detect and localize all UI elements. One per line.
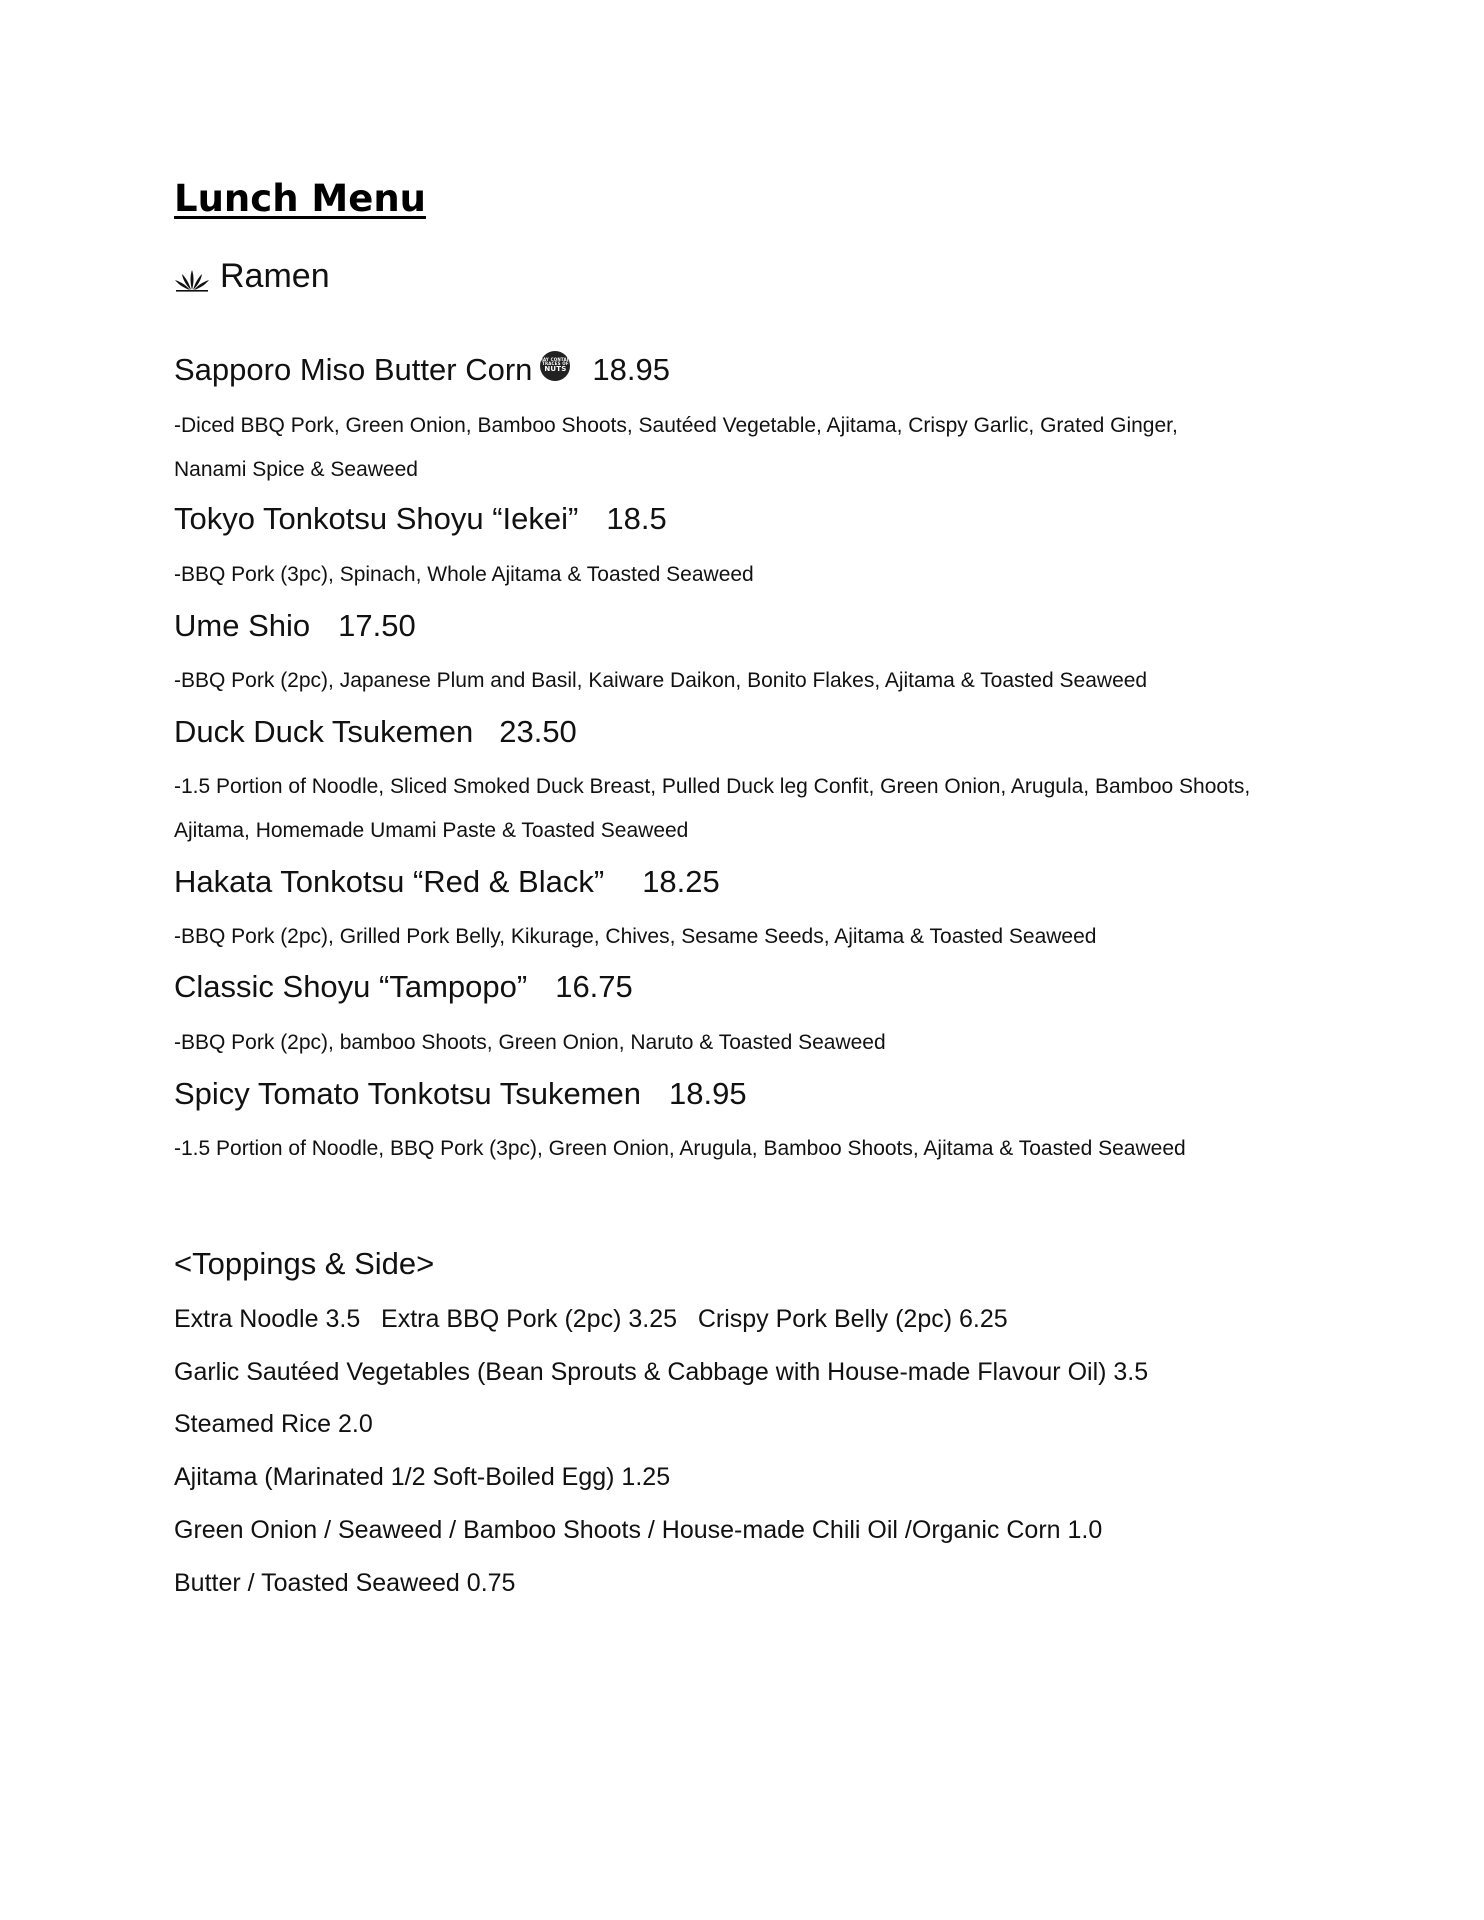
item-price: 18.5 (606, 501, 667, 536)
item-price: 23.50 (499, 714, 577, 749)
item-description: Ajitama, Homemade Umami Paste & Toasted Seaweed (174, 819, 689, 842)
item-description: Nanami Spice & Seaweed (174, 458, 418, 481)
lotus-icon (174, 264, 210, 288)
item-title: Ume Shio (174, 608, 311, 643)
item-description: -BBQ Pork (3pc), Spinach, Whole Ajitama & Toasted Seaweed (174, 563, 754, 586)
item-description: -BBQ Pork (2pc), Japanese Plum and Basil, Kaiware Daikon, Bonito Flakes, Ajitama & Toasted Seaweed (174, 669, 1148, 692)
topping-line: Butter / Toasted Seaweed 0.75 (174, 1569, 516, 1597)
topping-line: Extra Noodle 3.5 Extra BBQ Pork (2pc) 3.25 Crispy Pork Belly (2pc) 6.25 (174, 1305, 1008, 1333)
item-description: -BBQ Pork (2pc), bamboo Shoots, Green Onion, Naruto & Toasted Seaweed (174, 1031, 886, 1054)
item-price: 18.25 (642, 864, 720, 899)
item-title: Duck Duck Tsukemen (174, 714, 474, 749)
item-title: Sapporo Miso Butter Corn (174, 352, 533, 387)
item-title: Spicy Tomato Tonkotsu Tsukemen (174, 1076, 641, 1111)
item-title: Classic Shoyu “Tampopo” (174, 969, 528, 1004)
item-description: -1.5 Portion of Noodle, BBQ Pork (3pc), Green Onion, Arugula, Bamboo Shoots, Ajitama & Toasted Seaweed (174, 1137, 1186, 1160)
item-price: 17.50 (338, 608, 416, 643)
ramen-section-heading (174, 259, 330, 293)
topping-line: Ajitama (Marinated 1/2 Soft-Boiled Egg) 1.25 (174, 1463, 671, 1491)
ramen-heading-label: Ramen (220, 257, 330, 295)
menu-item-name (174, 610, 416, 641)
menu-item-name (174, 866, 720, 897)
item-description: -Diced BBQ Pork, Green Onion, Bamboo Shoots, Sautéed Vegetable, Ajitama, Crispy Garlic, Grated Ginger, (174, 414, 1178, 437)
item-description: -BBQ Pork (2pc), Grilled Pork Belly, Kikurage, Chives, Sesame Seeds, Ajitama & Toasted Seaweed (174, 925, 1097, 948)
item-price: 18.95 (668, 1076, 747, 1111)
menu-item-name (174, 503, 667, 534)
menu-item-name (174, 354, 670, 385)
menu-item-name (174, 971, 633, 1002)
menu-item-name (174, 716, 577, 747)
toppings-heading: <Toppings & Side> (174, 1246, 435, 1281)
page-title: Lunch Menu (174, 177, 427, 220)
item-price: 16.75 (555, 969, 633, 1004)
item-title: Tokyo Tonkotsu Shoyu “Iekei” (174, 501, 579, 536)
topping-line: Garlic Sautéed Vegetables (Bean Sprouts & Cabbage with House-made Flavour Oil) 3.5 (174, 1358, 1149, 1386)
nuts-allergy-icon: MAY CONTAIN TRACES OF NUTS (540, 351, 570, 381)
item-description: -1.5 Portion of Noodle, Sliced Smoked Duck Breast, Pulled Duck leg Confit, Green Onion, Arugula, Bamboo Shoots, (174, 775, 1251, 798)
menu-item-name (174, 1078, 747, 1109)
topping-line: Steamed Rice 2.0 (174, 1410, 373, 1438)
topping-line: Green Onion / Seaweed / Bamboo Shoots / House-made Chili Oil /Organic Corn 1.0 (174, 1516, 1103, 1544)
item-title: Hakata Tonkotsu “Red & Black” (174, 864, 605, 899)
item-price: 18.95 (592, 352, 670, 387)
